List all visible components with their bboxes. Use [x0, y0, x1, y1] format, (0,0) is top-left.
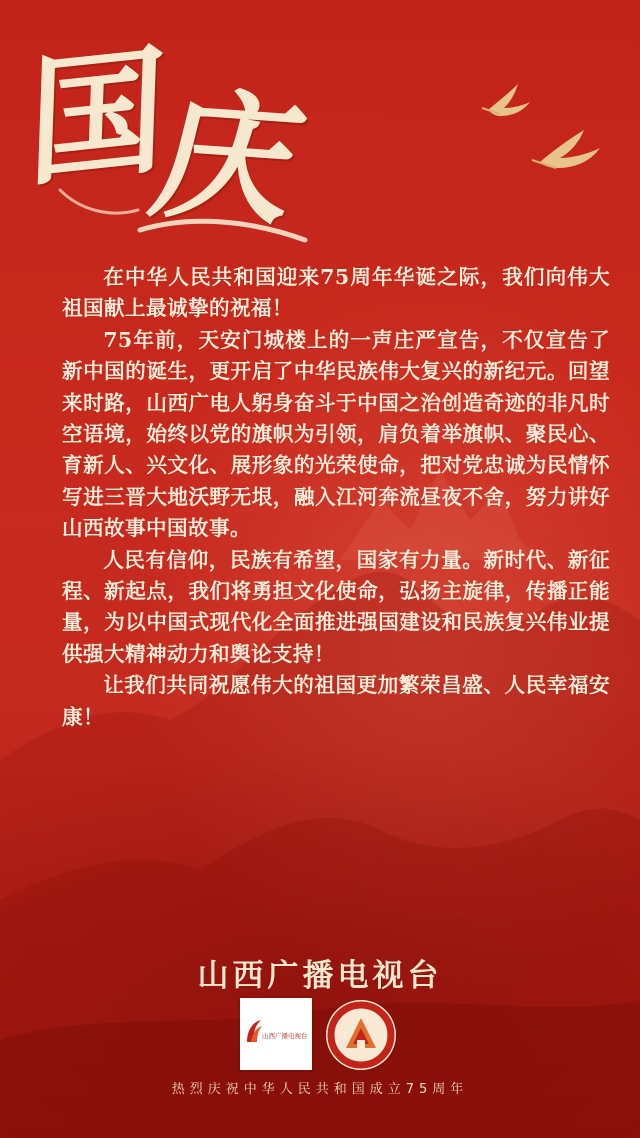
- signature: 山西广播电视台: [197, 958, 443, 994]
- shanxi-tv-logo-icon: [240, 998, 312, 1070]
- footer-slogan: 热烈庆祝中华人民共和国成立75周年: [171, 1082, 469, 1097]
- emblem-logo-icon: [324, 998, 398, 1072]
- title-char-guo: 国: [25, 27, 169, 206]
- paragraph-1: 在中华人民共和国迎来75周年华诞之际，我们向伟大祖国献上最诚挚的祝福！: [62, 265, 610, 321]
- title-calligraphy: [20, 27, 318, 250]
- paragraph-2: 75年前，天安门城楼上的一声庄严宣告，不仅宣告了新中国的诞生，更开启了中华民族伟大复兴的新纪元。回望来时路，山西广电人躬身奋斗于中国之治创造奇迹的非凡时空语境，始终以党的旗帜为引领，肩负着举旗帜、聚民心、育新人、兴文化、展形象的光荣使命，把对党忠诚为民情怀写进三晋大地沃野无垠，融入江河奔流昼夜不舍，努力讲好山西故事中国故事。: [62, 327, 610, 541]
- shanxi-tv-mark: [245, 1018, 263, 1044]
- greeting-message: [62, 262, 610, 733]
- logo-left-text: 山西广播电视台: [262, 1033, 308, 1040]
- title-char-qing: 庆: [138, 74, 318, 246]
- paragraph-4: 让我们共同祝愿伟大的祖国更加繁荣昌盛、人民幸福安康！: [62, 673, 610, 729]
- flying-birds-icon: [470, 70, 620, 190]
- paragraph-3: 人民有信仰，民族有希望，国家有力量。新时代、新征程、新起点，我们将勇担文化使命，弘扬主旋律，传播正能量，为以中国式现代化全面推进强国建设和民族复兴伟业提供强大精神动力和舆论支持！: [62, 547, 610, 666]
